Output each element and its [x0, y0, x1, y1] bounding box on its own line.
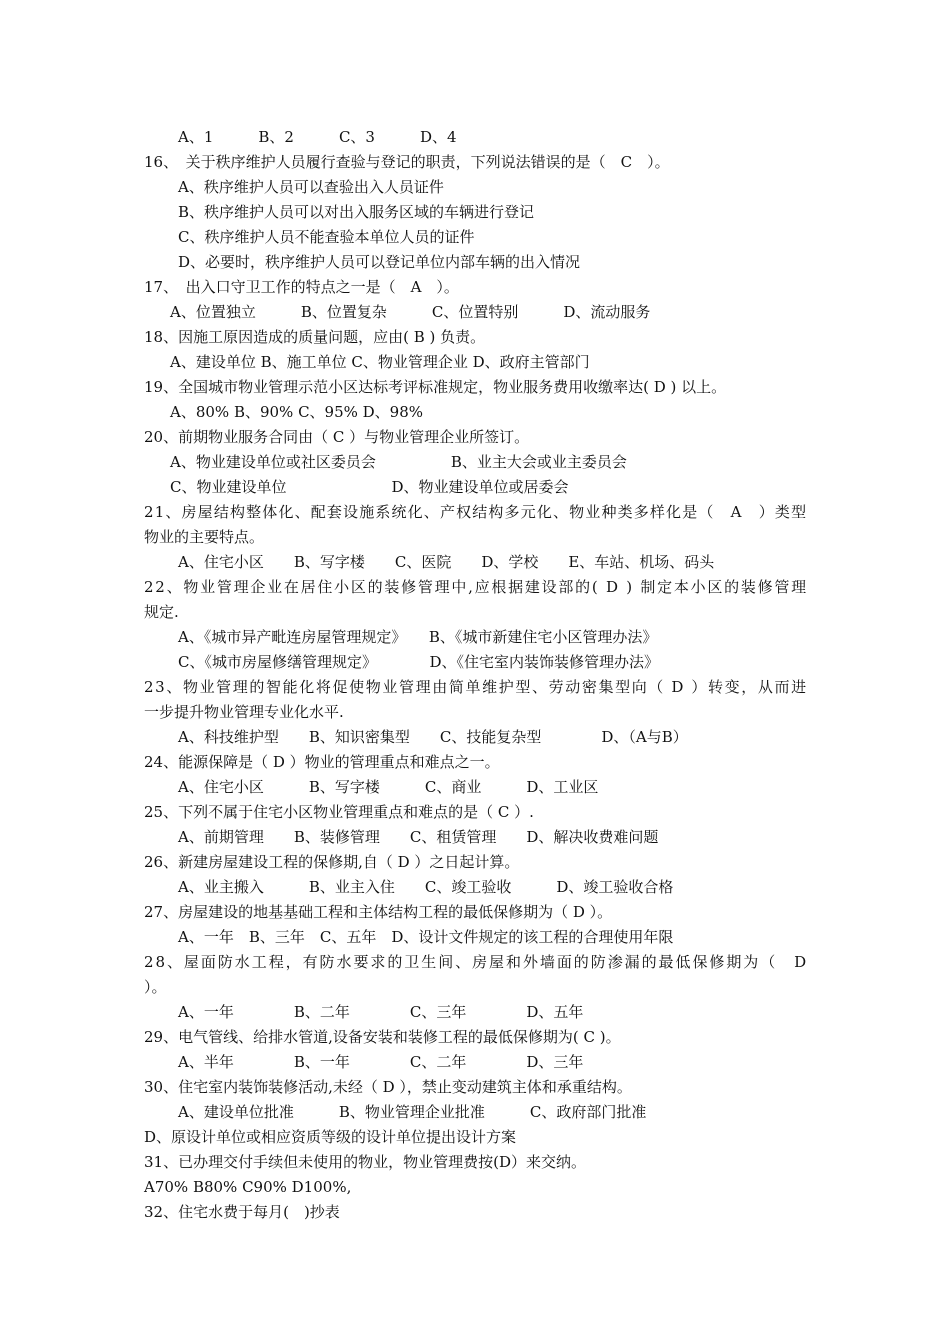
text-line: 16、 关于秩序维护人员履行查验与登记的职责，下列说法错误的是（ C ）。: [144, 153, 670, 171]
text-line: 17、 出入口守卫工作的特点之一是（ A ）。: [144, 278, 459, 296]
text-line: 20、前期物业服务合同由（ C ）与物业管理企业所签订。: [144, 428, 530, 446]
text-line: A70% B80% C90% D100%,: [144, 1178, 352, 1196]
text-line: 32、住宅水费于每月( )抄表: [144, 1203, 340, 1221]
text-line: 23、物业管理的智能化将促使物业管理由简单维护型、劳动密集型向（ D ）转变，从而进: [144, 678, 808, 696]
text-line: 28、屋面防水工程，有防水要求的卫生间、房屋和外墙面的防渗漏的最低保修期为（ D: [144, 953, 809, 971]
text-line: 22、物业管理企业在居住小区的装修管理中,应根据建设部的( D ) 制定本小区的装修管理: [144, 578, 808, 596]
text-line: 29、电气管线、给排水管道,设备安装和装修工程的最低保修期为( C )。: [144, 1028, 621, 1046]
text-line: 30、住宅室内装饰装修活动,未经（ D ），禁止变动建筑主体和承重结构。: [144, 1078, 632, 1096]
text-line: A、住宅小区 B、写字楼 C、医院 D、学校 E、车站、机场、码头: [178, 553, 715, 571]
text-line: D、原设计单位或相应资质等级的设计单位提出设计方案: [144, 1128, 517, 1146]
text-line: A、建设单位 B、施工单位 C、物业管理企业 D、政府主管部门: [170, 353, 590, 371]
text-line: 26、新建房屋建设工程的保修期,自（ D ）之日起计算。: [144, 853, 520, 871]
text-line: 25、下列不属于住宅小区物业管理重点和难点的是（ C ）.: [144, 803, 534, 821]
text-line: A、半年 B、一年 C、二年 D、三年: [178, 1053, 584, 1071]
text-line: C、物业建设单位 D、物业建设单位或居委会: [170, 478, 569, 496]
text-line: ）。: [144, 978, 167, 996]
text-line: A、前期管理 B、装修管理 C、租赁管理 D、解决收费难问题: [178, 828, 659, 846]
text-line: 一步提升物业管理专业化水平.: [144, 703, 344, 721]
text-line: 物业的主要特点。: [144, 528, 265, 546]
text-line: C、秩序维护人员不能查验本单位人员的证件: [178, 228, 475, 246]
text-line: B、秩序维护人员可以对出入服务区域的车辆进行登记: [178, 203, 535, 221]
text-line: 18、因施工原因造成的质量问题，应由( B ) 负责。: [144, 328, 486, 346]
text-line: 规定.: [144, 603, 179, 621]
text-line: A、业主搬入 B、业主入住 C、竣工验收 D、竣工验收合格: [178, 878, 674, 896]
text-line: 31、已办理交付手续但未使用的物业，物业管理费按(D）来交纳。: [144, 1153, 586, 1171]
text-line: A、位置独立 B、位置复杂 C、位置特别 D、流动服务: [170, 303, 651, 321]
text-line: 21、房屋结构整体化、配套设施系统化、产权结构多元化、物业种类多样化是（ A ）类型: [144, 503, 808, 521]
text-line: 24、能源保障是（ D ）物业的管理重点和难点之一。: [144, 753, 500, 771]
text-line: D、必要时，秩序维护人员可以登记单位内部车辆的出入情况: [178, 253, 581, 271]
text-line: A、一年 B、二年 C、三年 D、五年: [178, 1003, 584, 1021]
text-line: 27、房屋建设的地基基础工程和主体结构工程的最低保修期为（ D ）。: [144, 903, 613, 921]
text-line: A、秩序维护人员可以查验出入人员证件: [178, 178, 444, 196]
text-line: A、1 B、2 C、3 D、4: [178, 128, 457, 146]
text-line: A、物业建设单位或社区委员会 B、业主大会或业主委员会: [170, 453, 627, 471]
text-line: C、《城市房屋修缮管理规定》 D、《住宅室内装饰装修管理办法》: [178, 653, 660, 671]
text-line: A、80% B、90% C、95% D、98%: [170, 403, 424, 421]
text-line: A、住宅小区 B、写字楼 C、商业 D、工业区: [178, 778, 599, 796]
text-line: A、建设单位批准 B、物业管理企业批准 C、政府部门批准: [178, 1103, 647, 1121]
text-line: A、科技维护型 B、知识密集型 C、技能复杂型 D、（A与B）: [178, 728, 688, 746]
text-line: 19、全国城市物业管理示范小区达标考评标准规定，物业服务费用收缴率达( D ) 以上。: [144, 378, 727, 396]
text-line: A、一年 B、三年 C、五年 D、设计文件规定的该工程的合理使用年限: [178, 928, 674, 946]
text-line: A、《城市异产毗连房屋管理规定》 B、《城市新建住宅小区管理办法》: [178, 628, 658, 646]
